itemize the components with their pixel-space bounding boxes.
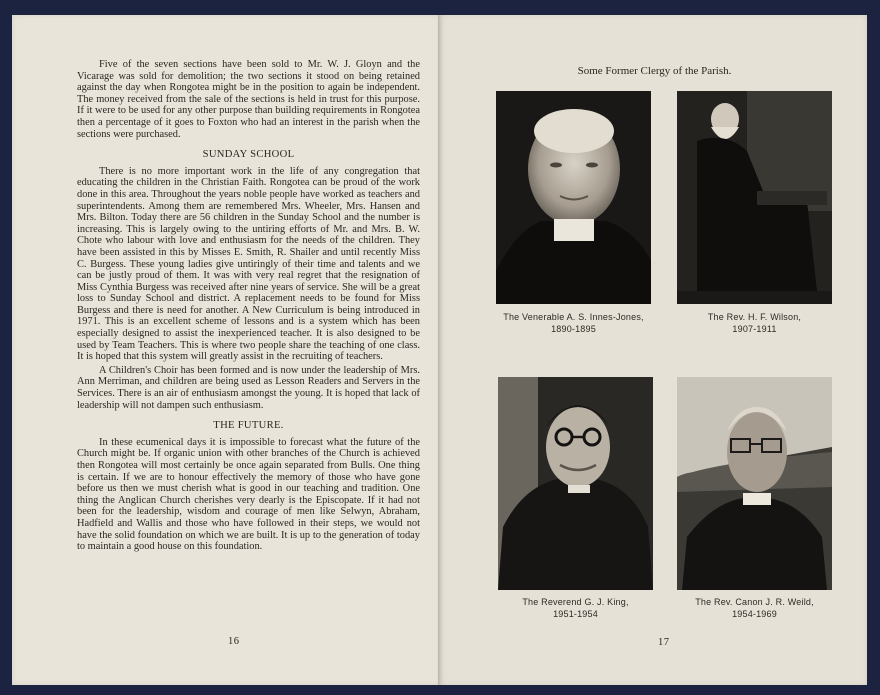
right-page (442, 15, 867, 685)
future-paragraph: In these ecumenical days it is impossible to forecast what the future of the Church might be. If organic union with other branches of the Church is achieved then Rongotea will most certainly be once again separated from Bulls. One thing is certain. If we are to honour effectively the memory of those who have gone before us then we must cherish what is good in our teaching and tradition. One thing the Anglican Church cherishes very dearly is the Episcopate. If it had not been for the leadership, wisdom and courage of men like Selwyn, Abraham, Hadfield and Wallis and those who have followed in their steps, we would not have the solid foundation on which we are built. It is up to the generation of today to maintain a good house on this foundation. (77, 436, 420, 553)
caption-years: 1890-1895 (551, 324, 596, 334)
plate-title: Some Former Clergy of the Parish. (577, 65, 732, 77)
caption-name: The Venerable A. S. Innes-Jones, (503, 312, 644, 322)
caption-wilson (671, 311, 838, 335)
caption-name: The Rev. H. F. Wilson, (707, 312, 802, 322)
sunday-school-paragraph-2: A Children's Choir has been formed and is now under the leadership of Mrs. Ann Merriman, and children are being used as Lesson Readers and Servers in the Services. There is an air of enthusiasm amongst the young. It is hoped that lack of leadership will not dampen such enthusiasm. (77, 364, 420, 411)
caption-years: 1954-1969 (732, 609, 777, 619)
caption-weild (671, 596, 838, 620)
caption-years: 1951-1954 (553, 609, 598, 619)
sunday-school-paragraph-1: There is no more important work in the life of any congregation that educating the children in the Christian Faith. Rongotea can be proud of the work done in this area. Throughout the years noble people have worked as teachers and superintendents. Among them are remembered Mrs. Wheeler, Mrs. Hansen and Mrs. Bilton. Today there are 56 children in the Sunday School and the number is increasing. This is largely owing to the untiring efforts of Mr. and Mrs. B. W. Chote who labour with love and enthusiasm for the needs of the children. They have been assisted in this by Misses E. Smith, R. Shailer and until recently Miss C. Burgess. These young ladies give untiringly of their time and talents and we can be justly proud of them. It was with very real regret that the resignation of Miss Cynthia Burgess was received after nine years of service. She will be a great loss to Sunday School and district. A replacement needs to be found for Miss Burgess and there is need for another. A New Curriculum is being introduced in 1971. This is an excellent scheme of lessons and is a system which has been especially designed to assist the inexperienced teacher. It is also designed to be used by Team Teachers. This is where two people share the teaching of one class. It is hoped that this system will greatly assist in the recruiting of teachers. (77, 165, 420, 363)
right-page-number: 17 (658, 637, 670, 648)
future-heading: THE FUTURE. (213, 420, 284, 432)
caption-years: 1907-1911 (732, 324, 777, 334)
caption-name: The Reverend G. J. King, (522, 597, 629, 607)
intro-paragraph: Five of the seven sections have been sold to Mr. W. J. Gloyn and the Vicarage was sold for demolition; the two sections it stood on being retained against the day when Rongotea might be in the position to again be independent. The money received from the sale of the sections is held in trust for this purpose. If it were to be used for any other purpose than building requirements in Rongotea then a percentage of it goes to Foxton who had an interest in the parish when the sections were purchased. (77, 59, 420, 140)
left-page (12, 15, 440, 685)
left-page-number: 16 (228, 636, 240, 647)
left-text-column (77, 59, 420, 555)
sunday-school-heading: SUNDAY SCHOOL (202, 149, 295, 161)
caption-king (492, 596, 659, 620)
portrait-photo-king (498, 377, 653, 590)
portrait-photo-innes-jones (496, 91, 651, 304)
caption-innes-jones (490, 311, 657, 335)
caption-name: The Rev. Canon J. R. Weild, (695, 597, 814, 607)
portrait-photo-weild (677, 377, 832, 590)
portrait-photo-wilson (677, 91, 832, 304)
